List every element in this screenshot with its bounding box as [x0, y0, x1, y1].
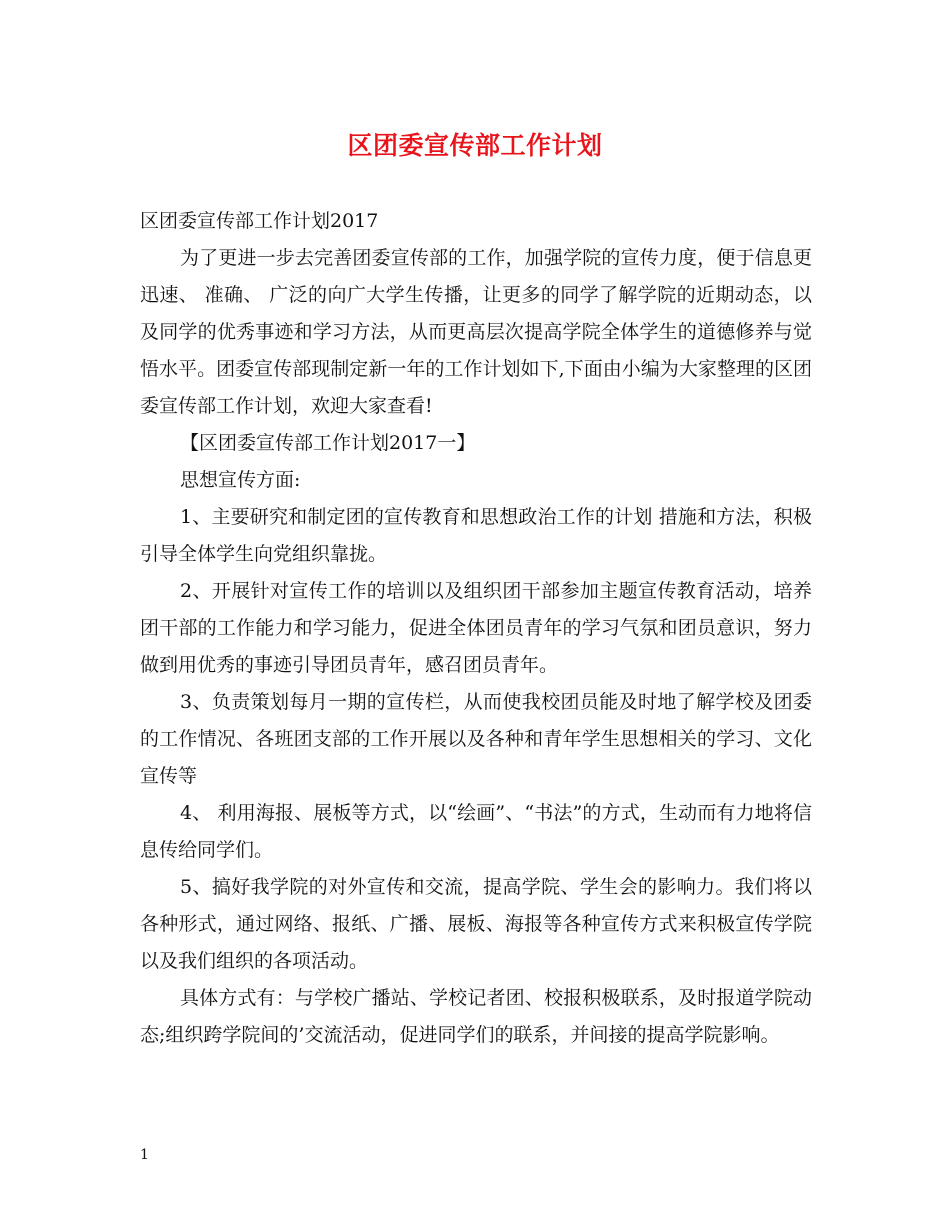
document-title: 区团委宣传部工作计划: [347, 131, 603, 160]
list-item: 1、主要研究和制定团的宣传教育和思想政治工作的计划 措施和方法，积极引导全体学生向党组织靠拢。: [140, 506, 812, 565]
list-item: 3、负责策划每月一期的宣传栏，从而使我校团员能及时地了解学校及团委的工作情况、各班团支部的工作开展以及各种和青年学生思想相关的学习、文化宣传等: [140, 691, 812, 787]
list-item: 2、开展针对宣传工作的培训以及组织团干部参加主题宣传教育活动，培养团干部的工作能力和学习能力，促进全体团员青年的学习气氛和团员意识，努力做到用优秀的事迹引导团员青年，感召团员青年。: [140, 580, 812, 676]
intro-paragraph: 为了更进一步去完善团委宣传部的工作，加强学院的宣传力度，便于信息更迅速、 准确、 广泛的向广大学生传播，让更多的同学了解学院的近期动态，以及同学的优秀事迹和学习方法，从而更高层次提高学院全体学生的道德修养与觉悟水平。团委宣传部现制定新一年的工作计划如下,下面由小编为大家整理的区团委宣传部工作计划，欢迎大家查看!: [140, 247, 812, 417]
document-body: [140, 203, 812, 1054]
page-number: 1: [140, 1147, 149, 1163]
subsection-heading: 思想宣传方面:: [180, 469, 301, 491]
list-item: 4、 利用海报、展板等方式，以“绘画”、“书法”的方式，生动而有力地将信息传给同学们。: [140, 802, 812, 861]
subtitle-paragraph: 区团委宣传部工作计划2017: [140, 210, 379, 232]
list-item: 5、搞好我学院的对外宣传和交流，提高学院、学生会的影响力。我们将以各种形式，通过网络、报纸、广播、展板、海报等各种宣传方式来积极宣传学院以及我们组织的各项活动。: [140, 876, 812, 972]
section-heading: 【区团委宣传部工作计划2017一】: [180, 432, 476, 454]
methods-paragraph: 具体方式有：与学校广播站、学校记者团、校报积极联系，及时报道学院动态;组织跨学院间的’交流活动，促进同学们的联系，并间接的提高学院影响。: [140, 987, 812, 1046]
